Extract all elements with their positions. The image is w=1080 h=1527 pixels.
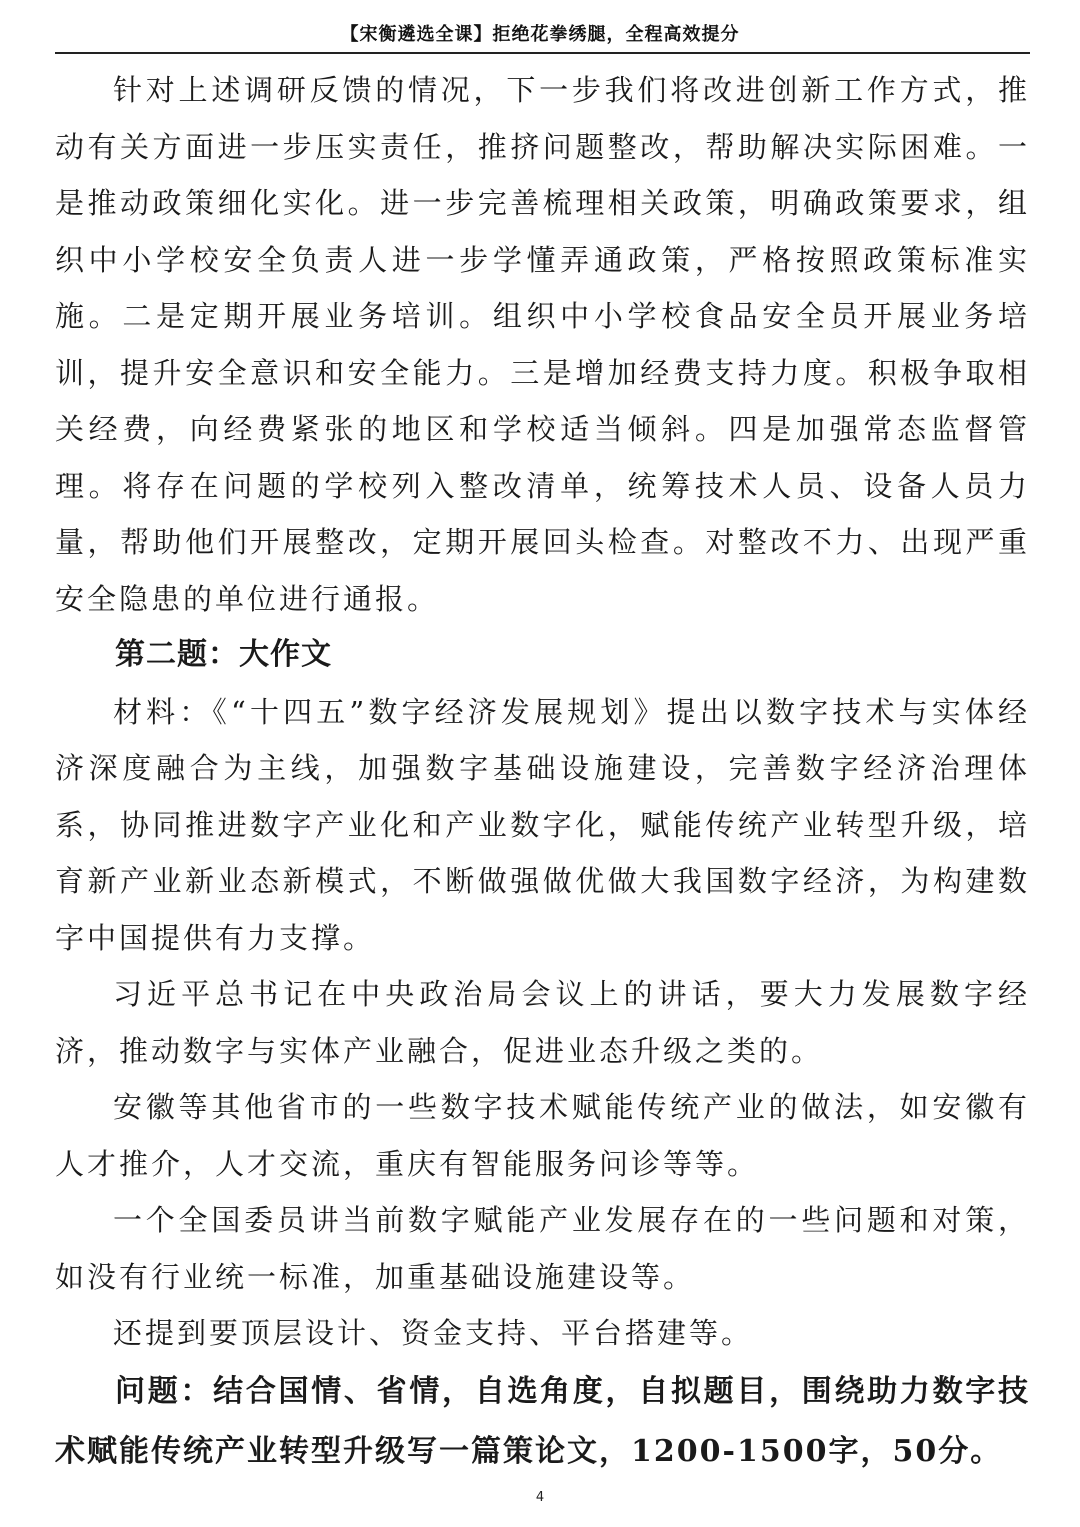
essay-question: 问题：结合国情、省情，自选角度，自拟题目，围绕助力数字技术赋能传统产业转型升级写一篇策论文，1200-1500字，50分。 xyxy=(55,1373,1030,1469)
paragraph-provincial-practices: 安徽等其他省市的一些数字技术赋能传统产业的做法，如安徽有人才推介，人才交流，重庆有智能服务问诊等等。 xyxy=(55,1090,1030,1181)
paragraph-improvement-measures: 针对上述调研反馈的情况，下一步我们将改进创新工作方式，推动有关方面进一步压实责任，推挤问题整改，帮助解决实际困难。一是推动政策细化实化。进一步完善梳理相关政策，明确政策要求，组织中小学校安全负责人进一步学懂弄通政策，严格按照政策标准实施。二是定期开展业务培训。组织中小学校食品安全员开展业务培训，提升安全意识和安全能力。三是增加经费支持力度。积极争取相关经费，向经费紧张的地区和学校适当倾斜。四是加强常态监督管理。将存在问题的学校列入整改清单，统筹技术人员、设备人员力量，帮助他们开展整改，定期开展回头检查。对整改不力、出现严重安全隐患的单位进行通报。 xyxy=(55,73,1030,616)
header-divider xyxy=(55,52,1030,54)
paragraph-material: 材料：《“十四五”数字经济发展规划》提出以数字技术与实体经济深度融合为主线，加强数字基础设施建设，完善数字经济治理体系，协同推进数字产业化和产业数字化，赋能传统产业转型升级，培育新产业新业态新模式，不断做强做优做大我国数字经济，为构建数字中国提供有力支撑。 xyxy=(55,694,1030,955)
paragraph-speech: 习近平总书记在中央政治局会议上的讲话，要大力发展数字经济，推动数字与实体产业融合，促进业态升级之类的。 xyxy=(55,977,1030,1068)
page-number: 4 xyxy=(535,1490,545,1505)
section-heading-essay: 第二题：大作文 xyxy=(115,637,332,672)
paragraph-committee-member: 一个全国委员讲当前数字赋能产业发展存在的一些问题和对策，如没有行业统一标准，加重基础设施建设等。 xyxy=(55,1203,1030,1294)
page-header: 【宋衡遴选全课】拒绝花拳绣腿，全程高效提分 xyxy=(340,24,740,45)
document-body xyxy=(55,62,1030,1482)
paragraph-top-level-design: 还提到要顶层设计、资金支持、平台搭建等。 xyxy=(113,1316,754,1350)
